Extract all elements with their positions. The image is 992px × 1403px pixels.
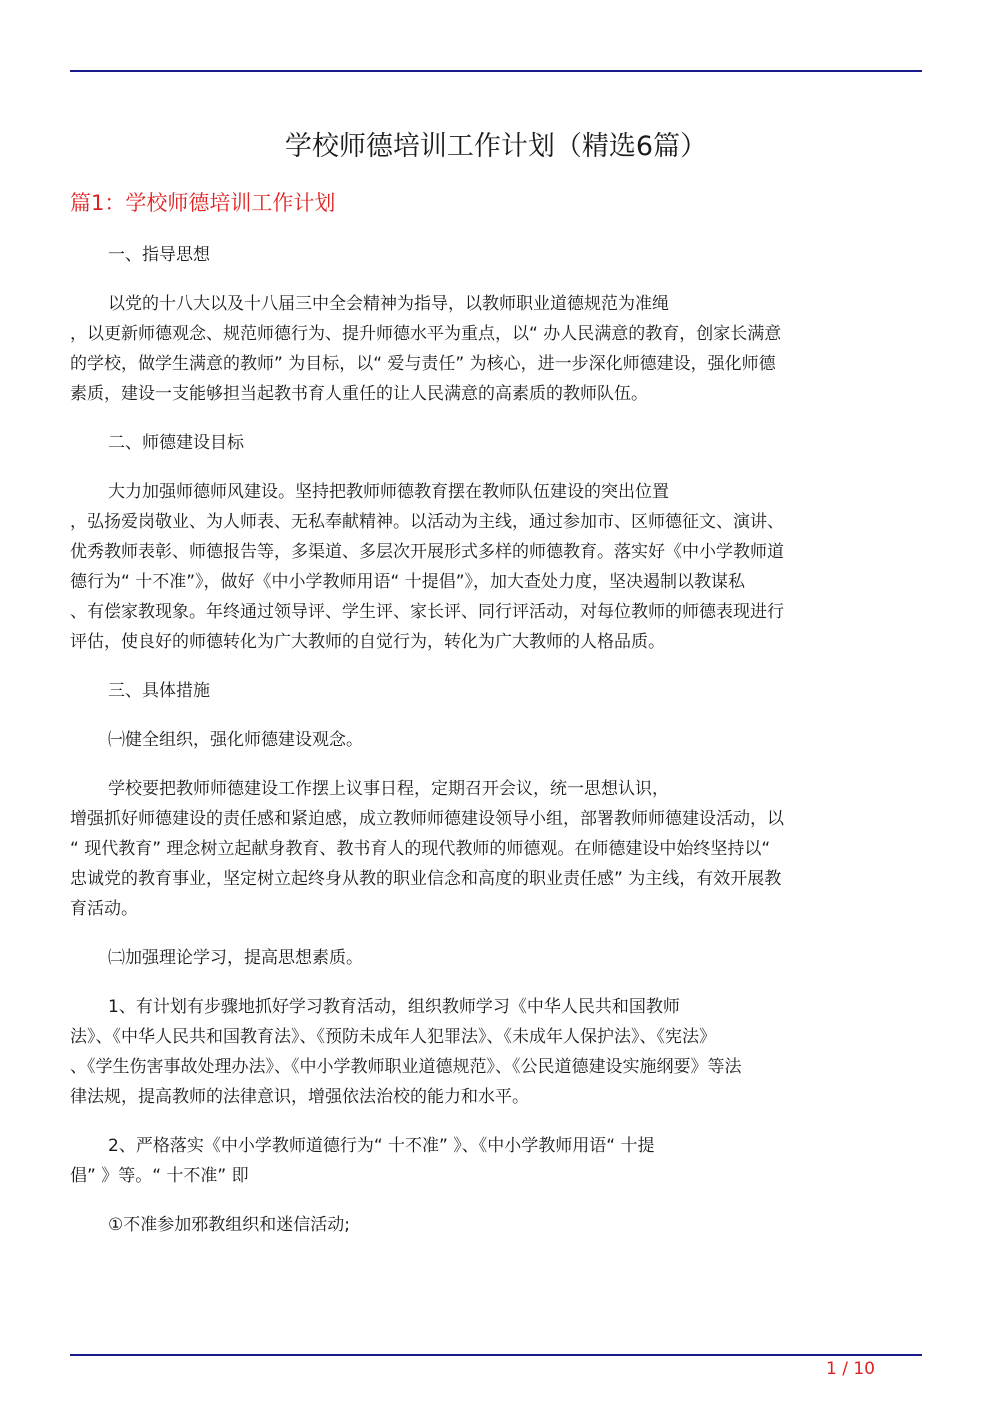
paragraph-line: ，以更新师德观念、规范师德行为、提升师德水平为重点，以“ 办人民满意的教育，创家长满意: [70, 324, 782, 344]
paragraph-line: 一、指导思想: [108, 245, 210, 265]
paragraph-line: 、《学生伤害事故处理办法》、《中小学教师职业道德规范》、《公民道德建设实施纲要》等法: [70, 1057, 742, 1077]
footer-rule: [70, 1354, 922, 1356]
paragraph-line: 2、严格落实《中小学教师道德行为“ 十不准” 》、《中小学教师用语“ 十提: [108, 1136, 655, 1156]
paragraph-line: 育活动。: [70, 899, 138, 919]
document-title: 学校师德培训工作计划（精选6篇）: [284, 131, 708, 162]
paragraph-line: 学校要把教师师德建设工作摆上议事日程，定期召开会议，统一思想认识，: [108, 779, 669, 799]
paragraph-line: 大力加强师德师风建设。坚持把教师师德教育摆在教师队伍建设的突出位置: [108, 482, 669, 502]
paragraph: [70, 477, 922, 657]
paragraph-line: 优秀教师表彰、师德报告等，多渠道、多层次开展形式多样的师德教育。落实好《中小学教师道: [70, 542, 784, 562]
paragraph-line: 增强抓好师德建设的责任感和紧迫感，成立教师师德建设领导小组，部署教师师德建设活动，以: [70, 809, 784, 829]
paragraph-line: 三、具体措施: [108, 681, 210, 701]
section-heading: 篇1：学校师德培训工作计划: [70, 191, 336, 215]
paragraph: [70, 1131, 922, 1191]
paragraph: [70, 943, 922, 973]
paragraph-line: 评估，使良好的师德转化为广大教师的自觉行为，转化为广大教师的人格品质。: [70, 632, 665, 652]
paragraph-line: 、有偿家教现象。年终通过领导评、学生评、家长评、同行评活动，对每位教师的师德表现进行: [70, 602, 784, 622]
paragraph-line: 法》、《中华人民共和国教育法》、《预防未成年人犯罪法》、《未成年人保护法》、《宪法》: [70, 1027, 716, 1047]
paragraph: [70, 289, 922, 409]
paragraph: [70, 676, 922, 706]
document-body: [70, 240, 922, 1259]
paragraph-line: 1、有计划有步骤地抓好学习教育活动，组织教师学习《中华人民共和国教师: [108, 997, 680, 1017]
paragraph-line: “ 现代教育” 理念树立起献身教育、教书育人的现代教师的师德观。在师德建设中始终坚持以“: [70, 839, 771, 859]
paragraph-line: 二、师德建设目标: [108, 433, 244, 453]
paragraph-line: ①不准参加邪教组织和迷信活动;: [108, 1215, 350, 1235]
paragraph-line: ，弘扬爱岗敬业、为人师表、无私奉献精神。以活动为主线，通过参加市、区师德征文、演讲、: [70, 512, 784, 532]
paragraph: [70, 428, 922, 458]
paragraph: [70, 1210, 922, 1240]
paragraph: [70, 725, 922, 755]
paragraph-line: 德行为“ 十不准”》，做好《中小学教师用语“ 十提倡”》，加大查处力度，坚决遏制以教谋私: [70, 572, 746, 592]
paragraph-line: 律法规，提高教师的法律意识，增强依法治校的能力和水平。: [70, 1087, 529, 1107]
paragraph: [70, 240, 922, 270]
paragraph-line: 的学校，做学生满意的教师” 为目标，以“ 爱与责任” 为核心，进一步深化师德建设，强化师德: [70, 354, 776, 374]
paragraph: [70, 992, 922, 1112]
paragraph: [70, 774, 922, 924]
paragraph-line: ㈡加强理论学习，提高思想素质。: [108, 948, 363, 968]
paragraph-line: 以党的十八大以及十八届三中全会精神为指导，以教师职业道德规范为准绳: [108, 294, 669, 314]
paragraph-line: 素质，建设一支能够担当起教书育人重任的让人民满意的高素质的教师队伍。: [70, 384, 648, 404]
page-number: 1 / 10: [826, 1359, 875, 1379]
header-rule: [70, 70, 922, 72]
paragraph-line: ㈠健全组织，强化师德建设观念。: [108, 730, 363, 750]
paragraph-line: 忠诚党的教育事业，坚定树立起终身从教的职业信念和高度的职业责任感” 为主线，有效开展教: [70, 869, 782, 889]
paragraph-line: 倡” 》等。“ 十不准” 即: [70, 1166, 249, 1186]
